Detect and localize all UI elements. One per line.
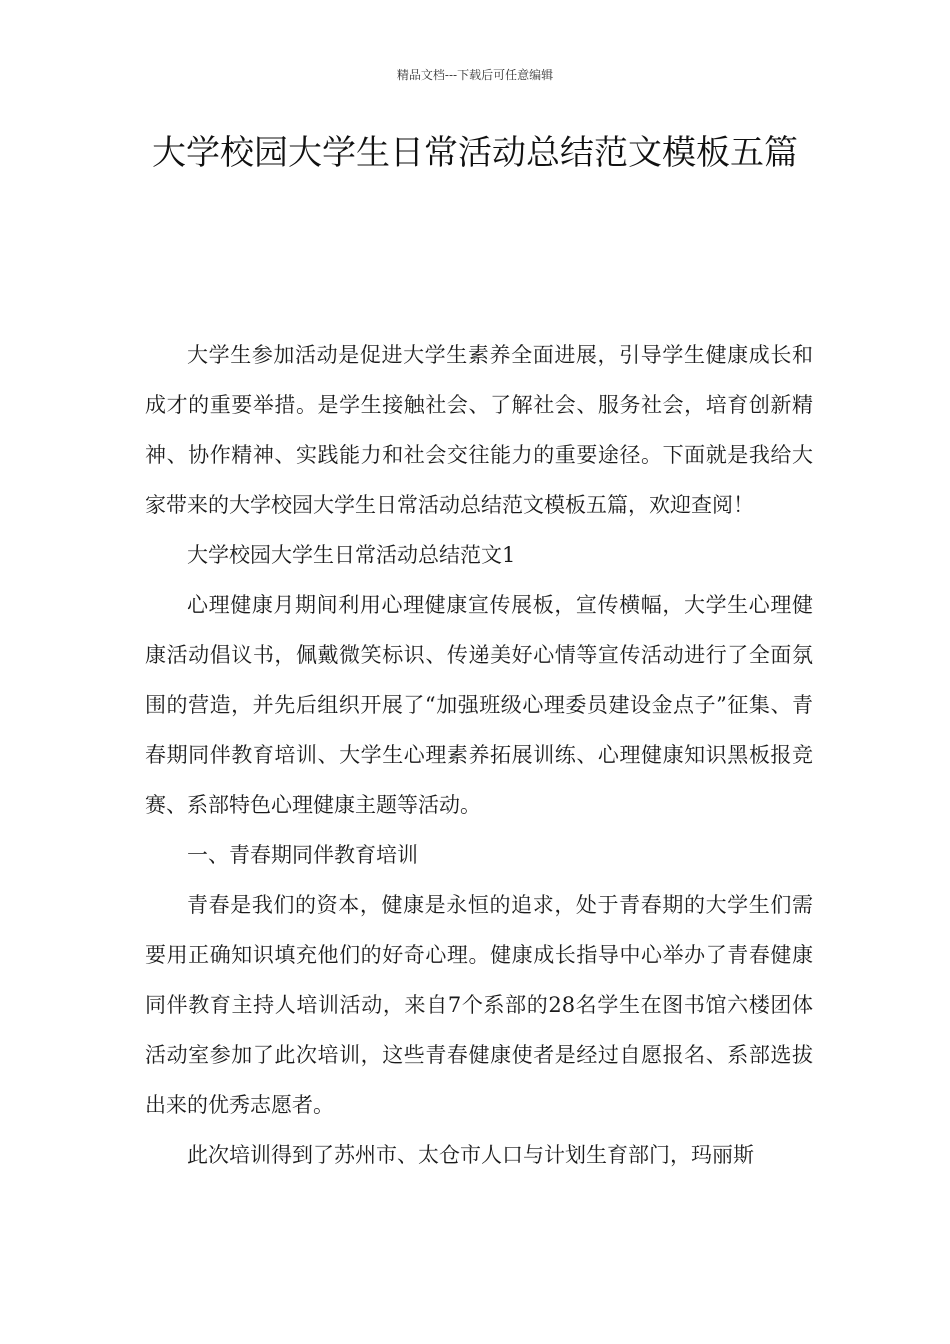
section-heading: 大学校园大学生日常活动总结范文1 bbox=[187, 543, 516, 567]
body-paragraph: 青春是我们的资本，健康是永恒的追求，处于青春期的大学生们需要用正确知识填充他们的好奇心理。健康成长指导中心举办了青春健康同伴教育主持人培训活动，来自7个系部的28名学生在图书馆六楼团体活动室参加了此次培训，这些青春健康使者是经过自愿报名、系部选拔出来的优秀志愿者。 bbox=[145, 893, 813, 1117]
body-paragraph: 心理健康月期间利用心理健康宣传展板，宣传横幅，大学生心理健康活动倡议书，佩戴微笑标识、传递美好心情等宣传活动进行了全面氛围的营造，并先后组织开展了“加强班级心理委员建设金点子”征集、青春期同伴教育培训、大学生心理素养拓展训练、心理健康知识黑板报竞赛、系部特色心理健康主题等活动。 bbox=[145, 593, 813, 817]
body-paragraph: 此次培训得到了苏州市、太仓市人口与计划生育部门，玛丽斯 bbox=[187, 1143, 754, 1167]
intro-paragraph: 大学生参加活动是促进大学生素养全面进展，引导学生健康成长和成才的重要举措。是学生接触社会、了解社会、服务社会，培育创新精神、协作精神、实践能力和社会交往能力的重要途径。下面就是我给大家带来的大学校园大学生日常活动总结范文模板五篇，欢迎查阅！ bbox=[145, 343, 813, 517]
header-note: 精品文档---下载后可任意编辑 bbox=[396, 68, 554, 82]
document-body bbox=[145, 330, 813, 1180]
subsection-heading: 一、青春期同伴教育培训 bbox=[187, 843, 418, 867]
document-title: 大学校园大学生日常活动总结范文模板五篇 bbox=[152, 133, 798, 173]
